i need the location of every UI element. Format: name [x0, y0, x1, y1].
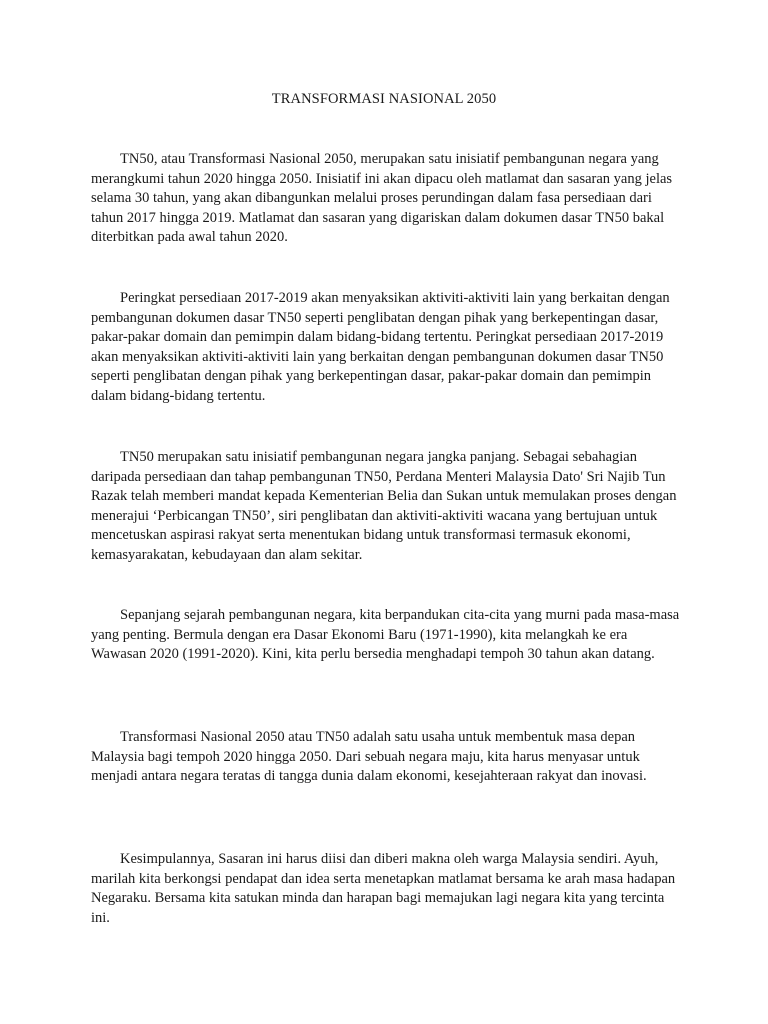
paragraph-vision: Transformasi Nasional 2050 atau TN50 adalah satu usaha untuk membentuk masa depan Malaysia bagi tempoh 2020 hingga 2050. Dari sebuah negara maju, kita harus menyasar untuk menjadi antara negara teratas di tangga dunia dalam ekonomi, kesejahteraan rakyat dan inovasi.	[91, 729, 647, 785]
document-title: TRANSFORMASI NASIONAL 2050	[271, 91, 497, 107]
paragraph-conclusion: Kesimpulannya, Sasaran ini harus diisi dan diberi makna oleh warga Malaysia sendiri. Ayuh, marilah kita berkongsi pendapat dan idea serta menetapkan matlamat bersama ke arah masa hadapan Negaraku. Bersama kita satukan minda dan harapan bagi memajukan lagi negara kita yang tercinta ini.	[91, 851, 676, 926]
paragraph-preparation: Peringkat persediaan 2017-2019 akan menyaksikan aktiviti-aktiviti lain yang berkaitan dengan pembangunan dokumen dasar TN50 seperti penglibatan dengan pihak yang berkepentingan dasar, pakar-pakar domain dan pemimpin dalam bidang-bidang tertentu. Peringkat persediaan 2017-2019 akan menyaksikan aktiviti-aktiviti lain yang berkaitan dengan pembangunan dokumen dasar TN50 seperti penglibatan dengan pihak yang berkepentingan dasar, pakar-pakar domain dan pemimpin dalam bidang-bidang tertentu.	[91, 290, 670, 404]
paragraph-history: Sepanjang sejarah pembangunan negara, kita berpandukan cita-cita yang murni pada masa-masa yang penting. Bermula dengan era Dasar Ekonomi Baru (1971-1990), kita melangkah ke era Wawasan 2020 (1991-2020). Kini, kita perlu bersedia menghadapi tempoh 30 tahun akan datang.	[91, 607, 680, 663]
paragraph-initiative: TN50 merupakan satu inisiatif pembangunan negara jangka panjang. Sebagai sebahagian daripada persediaan dan tahap pembangunan TN50, Perdana Menteri Malaysia Dato' Sri Najib Tun Razak telah memberi mandat kepada Kementerian Belia dan Sukan untuk memulakan proses dengan menerajui ‘Perbicangan TN50’, siri penglibatan dan aktiviti-aktiviti wacana yang bertujuan untuk mencetuskan aspirasi rakyat serta menentukan bidang untuk transformasi termasuk ekonomi, kemasyarakatan, kebudayaan dan alam sekitar.	[91, 449, 677, 563]
paragraph-intro: TN50, atau Transformasi Nasional 2050, merupakan satu inisiatif pembangunan negara yang merangkumi tahun 2020 hingga 2050. Inisiatif ini akan dipacu oleh matlamat dan sasaran yang jelas selama 30 tahun, yang akan dibangunkan melalui proses perundingan dalam fasa persediaan dari tahun 2017 hingga 2019. Matlamat dan sasaran yang digariskan dalam dokumen dasar TN50 bakal diterbitkan pada awal tahun 2020.	[91, 151, 673, 246]
